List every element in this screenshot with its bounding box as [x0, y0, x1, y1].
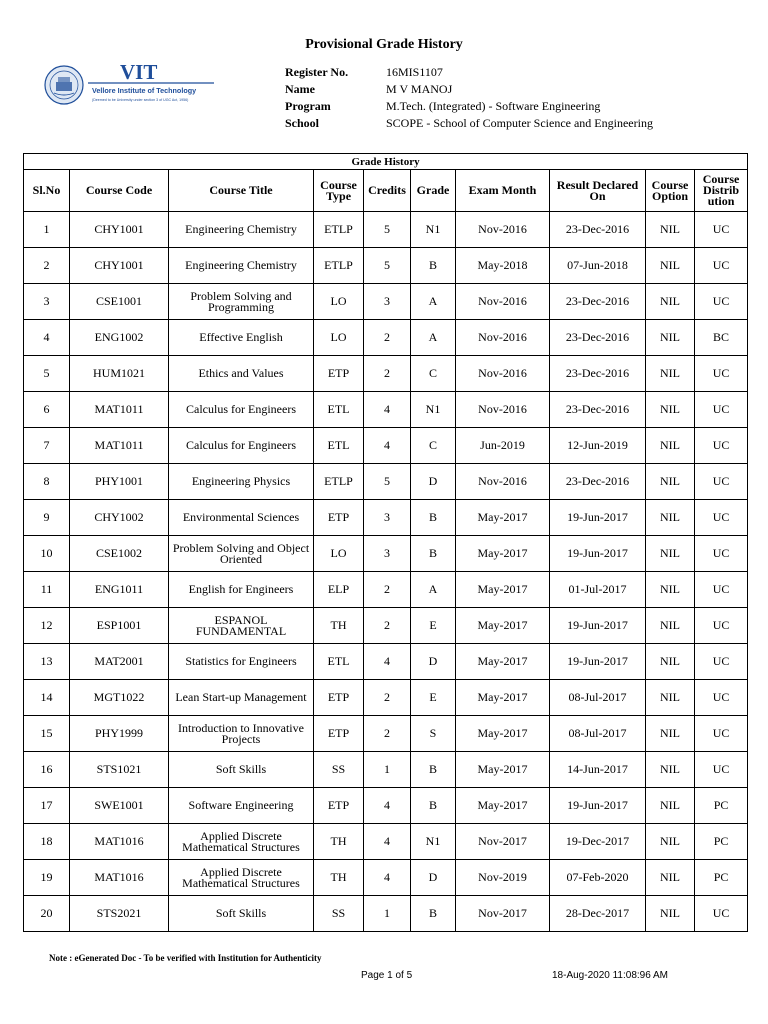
table-cell: NIL [646, 752, 695, 788]
table-row [24, 716, 748, 752]
table-row [24, 212, 748, 248]
document-title: Provisional Grade History [305, 37, 463, 52]
column-header: Result Declared On [550, 170, 646, 212]
table-cell: NIL [646, 536, 695, 572]
table-body [24, 212, 748, 932]
table-cell: UC [695, 500, 748, 536]
table-row [24, 788, 748, 824]
table-cell: E [411, 680, 456, 716]
table-cell: 12 [24, 608, 70, 644]
column-header: Sl.No [24, 170, 70, 212]
table-cell: NIL [646, 572, 695, 608]
table-cell: 20 [24, 896, 70, 932]
info-value: M.Tech. (Integrated) - Software Engineering [386, 99, 601, 113]
table-cell: 1 [24, 212, 70, 248]
table-cell: HUM1021 [70, 356, 169, 392]
table-cell: PC [695, 824, 748, 860]
table-cell: Introduction to Innovative Projects [169, 716, 314, 752]
table-cell: Nov-2016 [456, 320, 550, 356]
table-cell: Nov-2019 [456, 860, 550, 896]
table-cell: NIL [646, 788, 695, 824]
table-cell: 08-Jul-2017 [550, 716, 646, 752]
table-cell: NIL [646, 896, 695, 932]
table-cell: 3 [364, 284, 411, 320]
table-cell: May-2018 [456, 248, 550, 284]
table-cell: NIL [646, 356, 695, 392]
table-cell: 5 [24, 356, 70, 392]
table-cell: D [411, 464, 456, 500]
table-cell: 2 [364, 608, 411, 644]
table-cell: 3 [364, 500, 411, 536]
table-cell: ENG1002 [70, 320, 169, 356]
table-cell: NIL [646, 500, 695, 536]
table-cell: 19-Jun-2017 [550, 500, 646, 536]
table-cell: UC [695, 572, 748, 608]
table-cell: UC [695, 248, 748, 284]
table-cell: NIL [646, 248, 695, 284]
table-cell: 2 [364, 680, 411, 716]
table-row [24, 500, 748, 536]
table-cell: May-2017 [456, 752, 550, 788]
column-header: Credits [364, 170, 411, 212]
table-cell: ETL [314, 392, 364, 428]
table-cell: ETP [314, 680, 364, 716]
table-cell: ESPANOL FUNDAMENTAL [169, 608, 314, 644]
table-cell: SWE1001 [70, 788, 169, 824]
table-cell: May-2017 [456, 572, 550, 608]
table-row [24, 392, 748, 428]
table-cell: ESP1001 [70, 608, 169, 644]
table-cell: B [411, 896, 456, 932]
table-cell: Nov-2016 [456, 356, 550, 392]
table-cell: Nov-2016 [456, 464, 550, 500]
table-cell: 4 [364, 644, 411, 680]
column-header: Course Option [646, 170, 695, 212]
table-cell: Lean Start-up Management [169, 680, 314, 716]
page-number: Page 1 of 5 [361, 970, 413, 981]
authenticity-note: Note : eGenerated Doc - To be verified with Institution for Authenticity [49, 953, 322, 963]
info-row [285, 98, 653, 115]
table-cell: D [411, 644, 456, 680]
info-row [285, 64, 653, 81]
table-cell: 9 [24, 500, 70, 536]
table-cell: 18 [24, 824, 70, 860]
table-cell: 1 [364, 752, 411, 788]
table-cell: ETP [314, 716, 364, 752]
table-cell: A [411, 572, 456, 608]
table-cell: 01-Jul-2017 [550, 572, 646, 608]
table-cell: LO [314, 320, 364, 356]
table-row [24, 752, 748, 788]
table-cell: 4 [364, 788, 411, 824]
table-cell: UC [695, 716, 748, 752]
table-cell: ETLP [314, 464, 364, 500]
table-cell: S [411, 716, 456, 752]
table-cell: NIL [646, 608, 695, 644]
grade-history-heading: Grade History [24, 154, 748, 170]
table-cell: English for Engineers [169, 572, 314, 608]
table-cell: PC [695, 860, 748, 896]
table-cell: STS2021 [70, 896, 169, 932]
table-cell: ETLP [314, 248, 364, 284]
table-cell: BC [695, 320, 748, 356]
table-cell: 5 [364, 248, 411, 284]
student-info [285, 64, 653, 132]
table-cell: 07-Feb-2020 [550, 860, 646, 896]
table-cell: 19-Jun-2017 [550, 536, 646, 572]
table-cell: 10 [24, 536, 70, 572]
logo-wordmark: VIT [120, 60, 158, 84]
table-cell: NIL [646, 212, 695, 248]
table-row [24, 356, 748, 392]
table-cell: NIL [646, 680, 695, 716]
table-cell: Ethics and Values [169, 356, 314, 392]
table-cell: May-2017 [456, 788, 550, 824]
logo-subtitle: Vellore Institute of Technology [92, 86, 197, 95]
table-cell: B [411, 248, 456, 284]
table-row [24, 644, 748, 680]
column-header: Course Title [169, 170, 314, 212]
table-cell: CHY1001 [70, 248, 169, 284]
table-cell: MAT1016 [70, 824, 169, 860]
table-cell: B [411, 536, 456, 572]
table-cell: 14-Jun-2017 [550, 752, 646, 788]
table-cell: MAT1016 [70, 860, 169, 896]
table-cell: UC [695, 428, 748, 464]
info-label: Name [285, 82, 315, 96]
table-cell: 19-Jun-2017 [550, 788, 646, 824]
table-cell: 19 [24, 860, 70, 896]
info-label: School [285, 116, 320, 130]
table-row [24, 896, 748, 932]
table-cell: 23-Dec-2016 [550, 284, 646, 320]
table-cell: Soft Skills [169, 896, 314, 932]
table-cell: May-2017 [456, 536, 550, 572]
table-cell: B [411, 788, 456, 824]
table-cell: ETP [314, 500, 364, 536]
table-cell: ETP [314, 788, 364, 824]
table-cell: MAT1011 [70, 392, 169, 428]
table-row [24, 860, 748, 896]
table-cell: Jun-2019 [456, 428, 550, 464]
table-cell: 08-Jul-2017 [550, 680, 646, 716]
table-cell: May-2017 [456, 644, 550, 680]
table-cell: PHY1001 [70, 464, 169, 500]
table-cell: 5 [364, 212, 411, 248]
table-cell: UC [695, 536, 748, 572]
table-cell: NIL [646, 392, 695, 428]
column-header: Exam Month [456, 170, 550, 212]
table-cell: STS1021 [70, 752, 169, 788]
column-header: Course Type [314, 170, 364, 212]
table-row [24, 608, 748, 644]
table-cell: CSE1002 [70, 536, 169, 572]
table-cell: N1 [411, 824, 456, 860]
table-cell: A [411, 284, 456, 320]
table-cell: Engineering Chemistry [169, 212, 314, 248]
table-cell: C [411, 356, 456, 392]
table-cell: 23-Dec-2016 [550, 320, 646, 356]
generated-timestamp: 18-Aug-2020 11:08:96 AM [552, 970, 669, 981]
table-cell: ETL [314, 428, 364, 464]
table-cell: CHY1001 [70, 212, 169, 248]
table-cell: E [411, 608, 456, 644]
table-cell: TH [314, 860, 364, 896]
table-cell: C [411, 428, 456, 464]
column-header: Grade [411, 170, 456, 212]
table-cell: 28-Dec-2017 [550, 896, 646, 932]
table-cell: Applied Discrete Mathematical Structures [169, 860, 314, 896]
table-cell: Soft Skills [169, 752, 314, 788]
table-cell: UC [695, 284, 748, 320]
table-cell: MAT1011 [70, 428, 169, 464]
table-cell: 16 [24, 752, 70, 788]
table-cell: May-2017 [456, 716, 550, 752]
table-cell: May-2017 [456, 608, 550, 644]
table-cell: UC [695, 644, 748, 680]
table-cell: UC [695, 752, 748, 788]
table-cell: 4 [24, 320, 70, 356]
table-cell: LO [314, 284, 364, 320]
table-cell: 23-Dec-2016 [550, 464, 646, 500]
table-row [24, 572, 748, 608]
table-cell: May-2017 [456, 680, 550, 716]
table-cell: 4 [364, 392, 411, 428]
table-cell: Effective English [169, 320, 314, 356]
table-cell: Environmental Sciences [169, 500, 314, 536]
column-header: Course Distrib ution [695, 170, 748, 212]
table-cell: 19-Jun-2017 [550, 608, 646, 644]
info-label: Register No. [285, 65, 349, 79]
table-cell: 12-Jun-2019 [550, 428, 646, 464]
table-cell: NIL [646, 464, 695, 500]
table-cell: TH [314, 824, 364, 860]
table-row [24, 284, 748, 320]
table-cell: 5 [364, 464, 411, 500]
table-cell: NIL [646, 716, 695, 752]
table-row [24, 428, 748, 464]
table-cell: LO [314, 536, 364, 572]
table-cell: UC [695, 356, 748, 392]
table-cell: 4 [364, 428, 411, 464]
table-cell: Nov-2016 [456, 392, 550, 428]
table-cell: May-2017 [456, 500, 550, 536]
table-cell: SS [314, 896, 364, 932]
grade-history-table [23, 153, 748, 932]
table-cell: PHY1999 [70, 716, 169, 752]
table-cell: Calculus for Engineers [169, 428, 314, 464]
table-cell: 1 [364, 896, 411, 932]
table-cell: NIL [646, 824, 695, 860]
table-cell: Calculus for Engineers [169, 392, 314, 428]
table-cell: 2 [364, 320, 411, 356]
table-cell: SS [314, 752, 364, 788]
table-cell: 3 [364, 536, 411, 572]
info-label: Program [285, 99, 331, 113]
table-cell: Nov-2016 [456, 212, 550, 248]
table-header-row [24, 170, 748, 212]
table-cell: UC [695, 392, 748, 428]
table-row [24, 536, 748, 572]
info-row [285, 81, 653, 98]
table-cell: 2 [24, 248, 70, 284]
table-cell: 2 [364, 356, 411, 392]
table-cell: 17 [24, 788, 70, 824]
table-cell: NIL [646, 320, 695, 356]
table-cell: Nov-2016 [456, 284, 550, 320]
table-cell: 23-Dec-2016 [550, 212, 646, 248]
table-cell: Nov-2017 [456, 896, 550, 932]
table-cell: ETL [314, 644, 364, 680]
table-cell: UC [695, 212, 748, 248]
table-cell: N1 [411, 212, 456, 248]
table-cell: Engineering Physics [169, 464, 314, 500]
vit-logo [44, 60, 216, 110]
table-cell: NIL [646, 428, 695, 464]
info-value: SCOPE - School of Computer Science and Engineering [386, 116, 653, 130]
table-cell: CSE1001 [70, 284, 169, 320]
table-cell: A [411, 320, 456, 356]
table-cell: UC [695, 464, 748, 500]
table-cell: CHY1002 [70, 500, 169, 536]
table-cell: 23-Dec-2016 [550, 356, 646, 392]
info-row [285, 115, 653, 132]
table-cell: ETLP [314, 212, 364, 248]
table-cell: 19-Jun-2017 [550, 644, 646, 680]
table-cell: Engineering Chemistry [169, 248, 314, 284]
logo-tagline: (Deemed to be University under section 3 of UGC Act, 1956) [92, 98, 189, 102]
table-cell: NIL [646, 860, 695, 896]
table-cell: MGT1022 [70, 680, 169, 716]
table-cell: MAT2001 [70, 644, 169, 680]
info-value: 16MIS1107 [386, 65, 443, 79]
table-row [24, 320, 748, 356]
table-cell: UC [695, 896, 748, 932]
table-cell: B [411, 752, 456, 788]
table-cell: 7 [24, 428, 70, 464]
table-cell: 23-Dec-2016 [550, 392, 646, 428]
table-cell: UC [695, 680, 748, 716]
table-cell: ENG1011 [70, 572, 169, 608]
table-cell: D [411, 860, 456, 896]
table-cell: ELP [314, 572, 364, 608]
table-cell: 4 [364, 860, 411, 896]
table-cell: B [411, 500, 456, 536]
table-cell: 2 [364, 572, 411, 608]
table-cell: N1 [411, 392, 456, 428]
table-cell: Problem Solving and Programming [169, 284, 314, 320]
table-cell: UC [695, 608, 748, 644]
table-row [24, 824, 748, 860]
table-cell: 8 [24, 464, 70, 500]
vit-emblem-icon [45, 66, 83, 104]
table-cell: TH [314, 608, 364, 644]
table-cell: Software Engineering [169, 788, 314, 824]
table-cell: Nov-2017 [456, 824, 550, 860]
info-value: M V MANOJ [386, 82, 453, 96]
table-row [24, 680, 748, 716]
table-cell: Statistics for Engineers [169, 644, 314, 680]
table-cell: 2 [364, 716, 411, 752]
table-cell: 4 [364, 824, 411, 860]
table-row [24, 248, 748, 284]
table-cell: NIL [646, 284, 695, 320]
table-cell: 07-Jun-2018 [550, 248, 646, 284]
table-cell: 19-Dec-2017 [550, 824, 646, 860]
table-row [24, 464, 748, 500]
table-cell: NIL [646, 644, 695, 680]
table-cell: Problem Solving and Object Oriented [169, 536, 314, 572]
table-cell: 6 [24, 392, 70, 428]
table-cell: 15 [24, 716, 70, 752]
table-cell: 13 [24, 644, 70, 680]
table-cell: 14 [24, 680, 70, 716]
table-cell: Applied Discrete Mathematical Structures [169, 824, 314, 860]
table-cell: ETP [314, 356, 364, 392]
table-cell: 3 [24, 284, 70, 320]
column-header: Course Code [70, 170, 169, 212]
table-cell: PC [695, 788, 748, 824]
table-cell: 11 [24, 572, 70, 608]
